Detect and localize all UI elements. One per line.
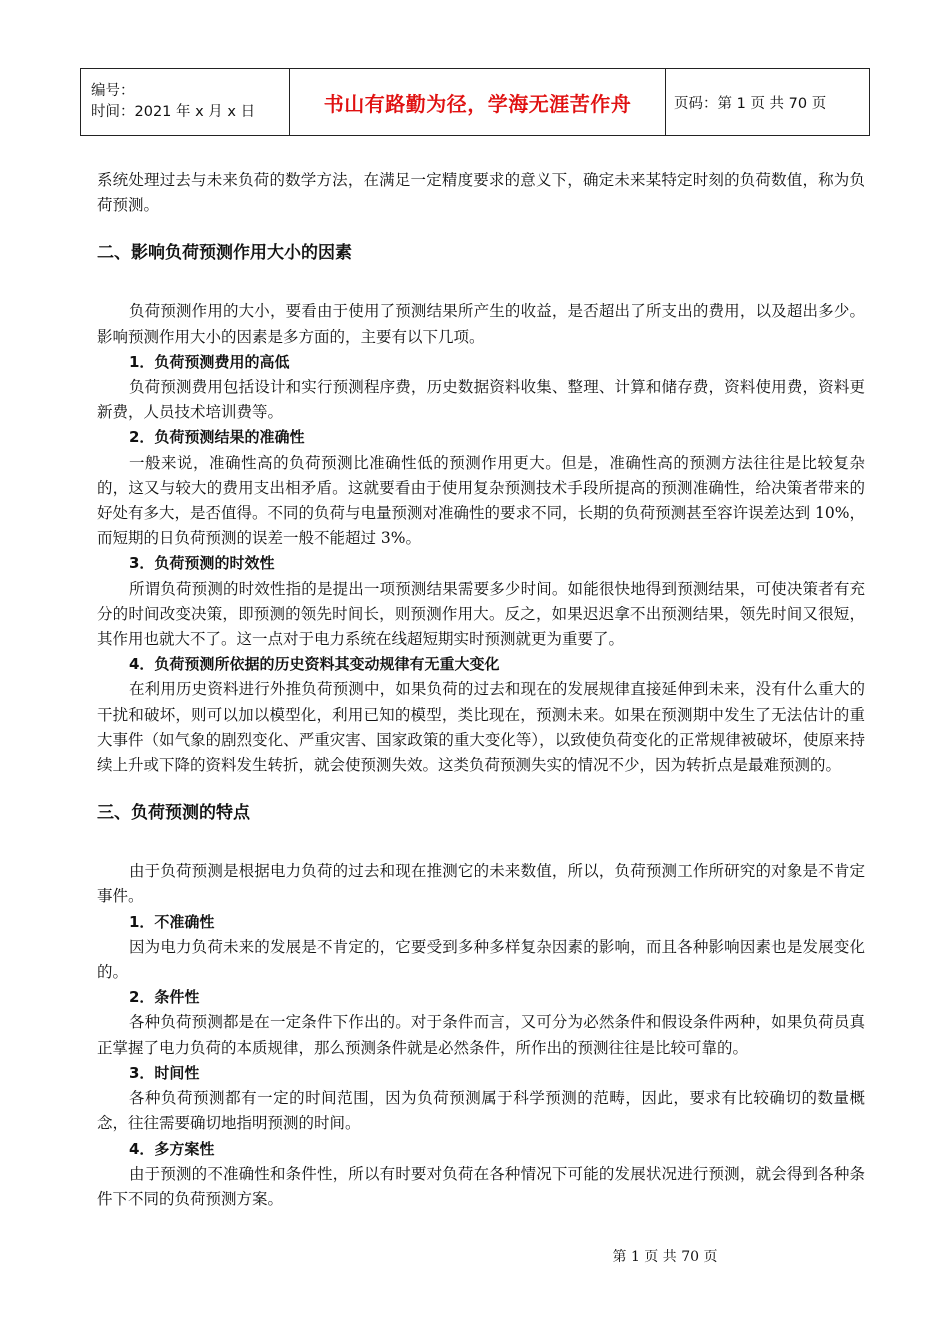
header-meta [81, 69, 290, 136]
document-date-label: 时间：2021 年 x 月 x 日 [91, 104, 256, 120]
section-2-title: 二、影响负荷预测作用大小的因素 [97, 243, 352, 264]
section-3-title: 三、负荷预测的特点 [97, 803, 250, 824]
section-2-item-3-text: 所谓负荷预测的时效性指的是提出一项预测结果需要多少时间。如能很快地得到预测结果，可使决策者有充分的时间改变决策，即预测的领先时间长，则预测作用大。反之，如果迟迟拿不出预测结果，领先时间又很短，其作用也就大不了。这一点对于电力系统在线超短期实时预测就更为重要了。 [97, 579, 865, 649]
section-2-item-3-title: 3．负荷预测的时效性 [129, 554, 275, 573]
document-body [97, 168, 865, 1212]
section-2-item-1-title: 1．负荷预测费用的高低 [129, 352, 290, 371]
section-2-item-4-text: 在利用历史资料进行外推负荷预测中，如果负荷的过去和现在的发展规律直接延伸到未来，没有什么重大的干扰和破坏，则可以加以模型化，利用已知的模型，类比现在，预测未来。如果在预测期中发生了无法估计的重大事件（如气象的剧烈变化、严重灾害、国家政策的重大变化等），以致使负荷变化的正常规律被破坏，使原来持续上升或下降的资料发生转折，就会使预测失效。这类负荷预测失实的情况不少，因为转折点是最难预测的。 [97, 680, 865, 775]
section-3-item-2-text: 各种负荷预测都是在一定条件下作出的。对于条件而言，又可分为必然条件和假设条件两种，如果负荷员真正掌握了电力负荷的本质规律，那么预测条件就是必然条件，所作出的预测往往是比较可靠的。 [97, 1013, 865, 1057]
document-number-label: 编号： [91, 83, 135, 99]
section-3-item-3-text: 各种负荷预测都有一定的时间范围，因为负荷预测属于科学预测的范畴，因此，要求有比较确切的数量概念，往往需要确切地指明预测的时间。 [97, 1089, 865, 1133]
header-motto: 书山有路勤为径，学海无涯苦作舟 [290, 69, 666, 136]
section-2-item-4-title: 4．负荷预测所依据的历史资料其变动规律有无重大变化 [129, 655, 500, 674]
header-page-number: 页码：第 1 页 共 70 页 [666, 69, 870, 136]
section-3-item-1-text: 因为电力负荷未来的发展是不肯定的，它要受到多种多样复杂因素的影响，而且各种影响因素也是发展变化的。 [97, 937, 865, 982]
section-3-item-3-title: 3．时间性 [129, 1063, 200, 1082]
intro-paragraph: 系统处理过去与未来负荷的数学方法，在满足一定精度要求的意义下，确定未来某特定时刻的负荷数值，称为负荷预测。 [97, 171, 865, 215]
section-3-item-4-text: 由于预测的不准确性和条件性，所以有时要对负荷在各种情况下可能的发展状况进行预测，就会得到各种条件下不同的负荷预测方案。 [97, 1164, 865, 1208]
section-2-item-2-title: 2．负荷预测结果的准确性 [129, 428, 305, 447]
section-2-intro: 负荷预测作用的大小，要看由于使用了预测结果所产生的收益，是否超出了所支出的费用，以及超出多少。影响预测作用大小的因素是多方面的，主要有以下几项。 [97, 302, 865, 346]
section-3-intro: 由于负荷预测是根据电力负荷的过去和现在推测它的未来数值，所以，负荷预测工作所研究的对象是不肯定事件。 [97, 862, 865, 906]
section-3-item-2-title: 2．条件性 [129, 988, 200, 1007]
section-3-item-1-title: 1．不准确性 [129, 912, 215, 931]
page-header [80, 68, 870, 136]
section-2-item-2-text: 一般来说，准确性高的负荷预测比准确性低的预测作用更大。但是，准确性高的预测方法往往是比较复杂的，这又与较大的费用支出相矛盾。这就要看由于使用复杂预测技术手段所提高的预测准确性，给决策者带来的好处有多大，是否值得。不同的负荷与电量预测对准确性的要求不同，长期的负荷预测甚至容许误差达到 10%，而短期的日负荷预测的误差一般不能超过 3%。 [97, 453, 865, 548]
section-2-item-1-text: 负荷预测费用包括设计和实行预测程序费，历史数据资料收集、整理、计算和储存费，资料使用费，资料更新费，人员技术培训费等。 [97, 378, 865, 422]
page-footer: 第 1 页 共 70 页 [612, 1249, 718, 1265]
section-3-item-4-title: 4．多方案性 [129, 1139, 215, 1158]
